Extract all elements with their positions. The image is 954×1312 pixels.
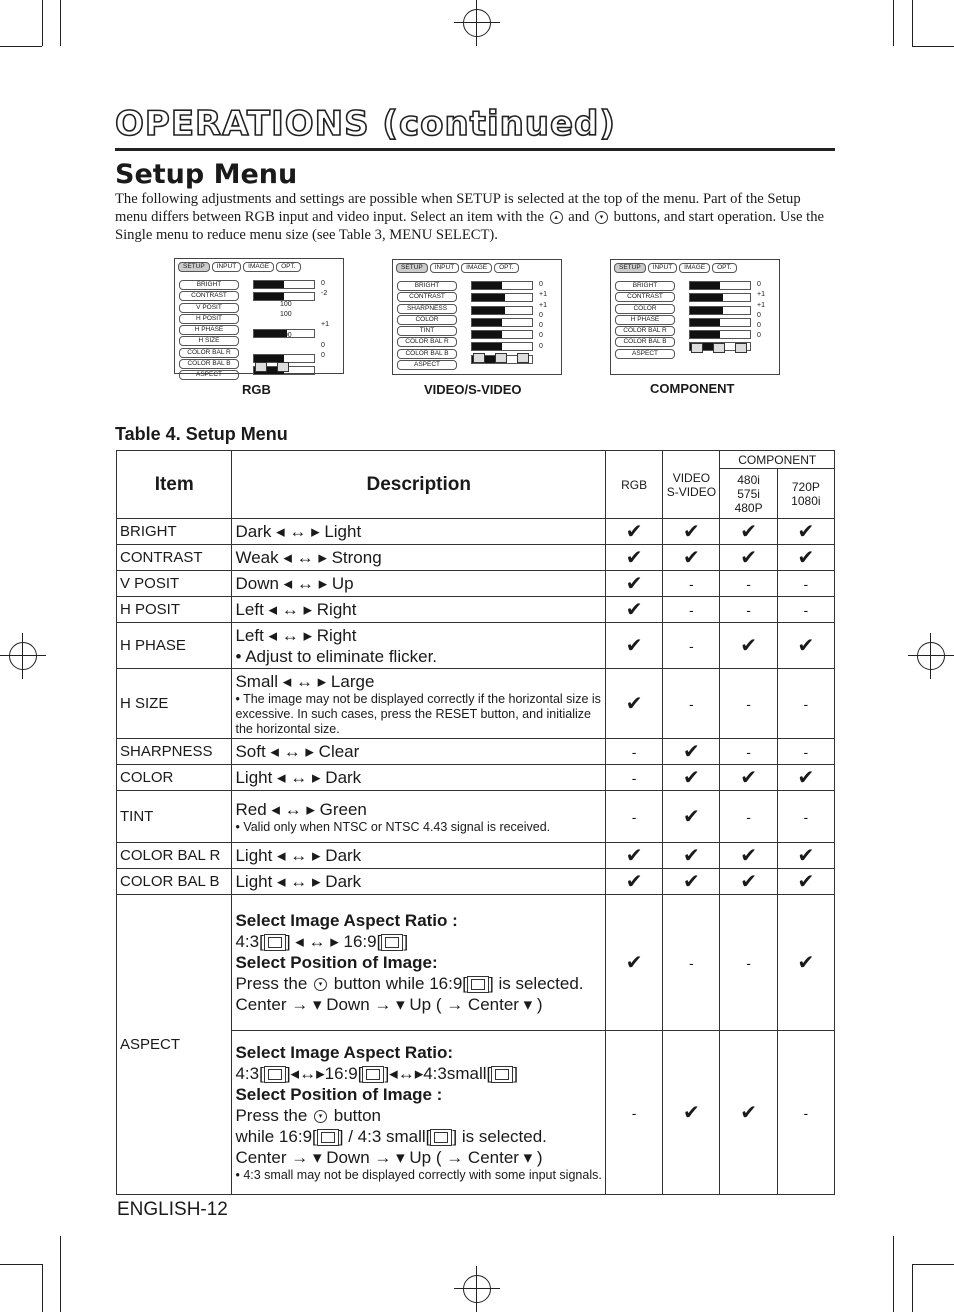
check-mark: ✔ — [720, 545, 777, 571]
osd-menu-item: COLOR — [397, 315, 457, 325]
osd-menu-item: H PHASE — [615, 315, 675, 325]
dash-mark: - — [606, 739, 663, 765]
registration-mark — [454, 0, 500, 46]
check-mark: ✔ — [606, 669, 663, 739]
table-row — [117, 571, 835, 597]
osd-value: +1 — [757, 301, 765, 309]
osd-slider — [253, 280, 315, 289]
down-button-icon: ▾ — [314, 978, 327, 991]
aspect-small-icon — [517, 353, 529, 363]
screen-icon — [381, 934, 403, 951]
osd-tab: INPUT — [212, 262, 242, 272]
check-mark: ✔ — [663, 869, 720, 895]
section-title: Setup Menu — [115, 159, 298, 190]
aspect-16-9-icon — [713, 343, 725, 353]
row-item: V POSIT — [117, 571, 232, 597]
check-mark: ✔ — [720, 869, 777, 895]
dash-mark: - — [720, 739, 777, 765]
osd-slider — [689, 281, 751, 290]
table-row — [117, 765, 835, 791]
row-item: COLOR BAL R — [117, 843, 232, 869]
check-mark: ✔ — [663, 791, 720, 843]
osd-value: 0 — [321, 352, 325, 360]
page-number: ENGLISH-12 — [117, 1199, 228, 1220]
row-item: H PHASE — [117, 623, 232, 669]
osd-menu-item: CONTRAST — [397, 292, 457, 302]
operations-heading: OPERATIONS (continued) — [115, 104, 616, 144]
check-mark: ✔ — [720, 765, 777, 791]
osd-menu-item: V POSIT — [179, 303, 239, 313]
osd-tab: INPUT — [648, 263, 678, 273]
dash-mark: - — [663, 597, 720, 623]
row-description: Small ◂ ↔ ▸ Large • The image may not be displayed correctly if the horizontal size is excessive. In such cases, press the RESET button, and initialize the horizontal size. — [232, 669, 606, 739]
osd-component-screen — [610, 259, 780, 375]
osd-video-screen — [392, 259, 562, 375]
screen-icon — [430, 1129, 452, 1146]
row-item: ASPECT — [117, 895, 232, 1195]
dash-mark: - — [606, 765, 663, 791]
osd-slider — [471, 293, 533, 302]
screen-icon — [491, 1066, 513, 1083]
intro-paragraph — [115, 190, 835, 244]
osd-caption-video: VIDEO/S-VIDEO — [424, 382, 522, 397]
row-description: Light ◂ ↔ ▸ Dark — [232, 869, 606, 895]
table-row — [117, 597, 835, 623]
screen-icon — [264, 1066, 286, 1083]
osd-value: 0 — [757, 332, 761, 340]
dash-mark: - — [720, 669, 777, 739]
check-mark: ✔ — [777, 545, 834, 571]
intro-text: The following adjustments and settings are possible when SETUP is selected at the top of the menu. Part of the Setup menu differs between RGB input and video input. Select an item with the — [115, 191, 801, 225]
osd-menu-item: CONTRAST — [179, 291, 239, 301]
osd-value: 100 — [280, 311, 292, 319]
osd-menu-item: H SIZE — [179, 336, 239, 346]
crop-mark — [0, 1264, 42, 1265]
row-item: H POSIT — [117, 597, 232, 623]
crop-mark — [0, 46, 42, 47]
row-item: SHARPNESS — [117, 739, 232, 765]
osd-slider — [689, 318, 751, 327]
registration-mark — [0, 633, 46, 679]
osd-slider — [689, 293, 751, 302]
osd-caption-rgb: RGB — [242, 382, 271, 397]
dash-mark: - — [663, 895, 720, 1031]
osd-slider — [471, 330, 533, 339]
dash-mark: - — [663, 669, 720, 739]
row-item: TINT — [117, 791, 232, 843]
osd-value: 0 — [539, 281, 543, 288]
row-description: Light ◂ ↔ ▸ Dark — [232, 765, 606, 791]
osd-slider — [471, 342, 533, 351]
osd-menu-item: CONTRAST — [615, 292, 675, 302]
osd-menu-item: SHARPNESS — [397, 304, 457, 314]
check-mark: ✔ — [606, 869, 663, 895]
osd-caption-component: COMPONENT — [650, 381, 735, 396]
table-row — [117, 545, 835, 571]
osd-value: 100 — [280, 301, 292, 308]
row-item: COLOR — [117, 765, 232, 791]
crop-mark — [912, 1264, 954, 1265]
table-row — [117, 895, 835, 1031]
header-item: Item — [117, 451, 232, 519]
osd-tab: IMAGE — [461, 263, 492, 273]
screen-icon — [362, 1066, 384, 1083]
down-button-icon: ▾ — [595, 211, 608, 224]
osd-tab: OPT. — [276, 262, 300, 272]
dash-mark: - — [777, 791, 834, 843]
table-row — [117, 623, 835, 669]
osd-tab: SETUP — [614, 263, 646, 273]
osd-tab: SETUP — [178, 262, 210, 272]
header-video: VIDEO S-VIDEO — [663, 451, 720, 519]
row-item: COLOR BAL B — [117, 869, 232, 895]
row-description: Left ◂ ↔ ▸ Right — [232, 597, 606, 623]
check-mark: ✔ — [777, 843, 834, 869]
osd-value: 0 — [539, 332, 543, 340]
osd-value: 0 — [757, 322, 761, 330]
table-row — [117, 739, 835, 765]
osd-value: +1 — [539, 301, 547, 309]
aspect-4-3-icon — [255, 362, 267, 372]
table-row — [117, 869, 835, 895]
check-mark: ✔ — [663, 843, 720, 869]
check-mark: ✔ — [720, 519, 777, 545]
osd-value — [280, 321, 292, 331]
osd-menu-item: COLOR BAL B — [615, 337, 675, 347]
table-row — [117, 843, 835, 869]
row-description: Select Image Aspect Ratio: 4:3[ ]◂↔▸16:9[ ]◂↔▸4:3small[ ] Select Position of Image : Press the ▾ button while 16:9[ ] / 4:3 small[ ] is selected. Center → ▾ Down → ▾ Up ( → Center ▾ ) • 4:3 small may not be displayed correctly with some input signals. — [232, 1031, 606, 1195]
screen-icon — [264, 934, 286, 951]
check-mark: ✔ — [606, 623, 663, 669]
osd-menu-item: COLOR BAL B — [179, 359, 239, 369]
crop-mark — [912, 46, 954, 47]
osd-slider — [471, 281, 533, 290]
osd-value: 0 — [539, 342, 543, 350]
check-mark: ✔ — [777, 869, 834, 895]
osd-value: 0 — [539, 311, 543, 319]
row-description: Left ◂ ↔ ▸ Right • Adjust to eliminate flicker. — [232, 623, 606, 669]
osd-value: 0 — [321, 280, 325, 287]
row-description: Select Image Aspect Ratio : 4:3[ ] ◂ ↔ ▸ 16:9[ ] Select Position of Image: Press the ▾ button while 16:9[ ] is selected. Center → ▾ Down → ▾ Up ( → Center ▾ ) — [232, 895, 606, 1031]
osd-slider — [689, 330, 751, 339]
crop-mark — [912, 0, 913, 46]
row-description: Dark ◂ ↔ ▸ Light — [232, 519, 606, 545]
row-description: Soft ◂ ↔ ▸ Clear — [232, 739, 606, 765]
aspect-4-3-icon — [473, 353, 485, 363]
dash-mark: - — [777, 571, 834, 597]
header-rgb: RGB — [606, 451, 663, 519]
osd-value: 0 — [321, 341, 325, 349]
osd-slider — [471, 306, 533, 315]
aspect-16-9-icon — [277, 362, 289, 372]
screen-icon — [317, 1129, 339, 1146]
row-description: Weak ◂ ↔ ▸ Strong — [232, 545, 606, 571]
check-mark: ✔ — [663, 1031, 720, 1195]
osd-menu-item: TINT — [397, 326, 457, 336]
screen-icon — [467, 976, 489, 993]
osd-rgb-screen — [174, 258, 344, 379]
dash-mark: - — [720, 571, 777, 597]
osd-value: +1 — [539, 291, 547, 299]
dash-mark: - — [606, 1031, 663, 1195]
row-item: H SIZE — [117, 669, 232, 739]
table-row — [117, 669, 835, 739]
check-mark: ✔ — [777, 765, 834, 791]
dash-mark: - — [663, 571, 720, 597]
crop-mark — [42, 0, 43, 46]
check-mark: ✔ — [663, 545, 720, 571]
check-mark: ✔ — [777, 519, 834, 545]
osd-tab: IMAGE — [243, 262, 274, 272]
osd-tab: OPT. — [712, 263, 736, 273]
crop-mark — [912, 1264, 913, 1312]
osd-menu-item: H PHASE — [179, 325, 239, 335]
osd-menu-item: COLOR BAL R — [397, 337, 457, 347]
osd-slider — [471, 318, 533, 327]
crop-mark — [893, 0, 894, 46]
osd-value: 800 — [280, 331, 292, 339]
dash-mark: - — [663, 623, 720, 669]
check-mark: ✔ — [606, 545, 663, 571]
osd-value: +1 — [757, 291, 765, 299]
osd-tab: SETUP — [396, 263, 428, 273]
heading-rule — [115, 148, 835, 151]
osd-value — [321, 330, 329, 340]
check-mark: ✔ — [720, 623, 777, 669]
registration-mark — [908, 633, 954, 679]
check-mark: ✔ — [720, 843, 777, 869]
intro-text: buttons, and start operation. Use the Single menu to reduce menu size (see Table 3, MENU SELECT). — [115, 209, 825, 243]
check-mark: ✔ — [777, 623, 834, 669]
osd-menu-item: BRIGHT — [615, 281, 675, 291]
dash-mark: - — [777, 597, 834, 623]
osd-tab: IMAGE — [679, 263, 710, 273]
osd-value: -2 — [321, 290, 328, 298]
down-button-icon: ▾ — [314, 1110, 327, 1123]
osd-value — [321, 310, 329, 320]
aspect-4-3-icon — [691, 343, 703, 353]
check-mark: ✔ — [663, 765, 720, 791]
header-component-480: 480i 575i 480P — [720, 469, 777, 519]
osd-menu-item: COLOR BAL B — [397, 349, 457, 359]
crop-mark — [60, 1236, 61, 1312]
header-component: COMPONENT — [720, 451, 835, 469]
check-mark: ✔ — [663, 739, 720, 765]
intro-text: and — [568, 209, 590, 225]
table-caption: Table 4. Setup Menu — [115, 424, 288, 444]
osd-menu-item: COLOR — [615, 304, 675, 314]
table-row — [117, 791, 835, 843]
row-description: Red ◂ ↔ ▸ Green • Valid only when NTSC or NTSC 4.43 signal is received. — [232, 791, 606, 843]
dash-mark: - — [777, 669, 834, 739]
table-row — [117, 519, 835, 545]
check-mark: ✔ — [777, 895, 834, 1031]
check-mark: ✔ — [606, 843, 663, 869]
dash-mark: - — [606, 791, 663, 843]
osd-slider — [689, 306, 751, 315]
check-mark: ✔ — [606, 597, 663, 623]
check-mark: ✔ — [720, 1031, 777, 1195]
row-item: BRIGHT — [117, 519, 232, 545]
up-button-icon: ▴ — [550, 211, 563, 224]
osd-value: 0 — [757, 281, 761, 288]
osd-menu-item: BRIGHT — [179, 280, 239, 290]
crop-mark — [60, 0, 61, 46]
check-mark: ✔ — [606, 895, 663, 1031]
header-description: Description — [232, 451, 606, 519]
dash-mark: - — [777, 739, 834, 765]
osd-value — [321, 300, 329, 310]
osd-menu-item: COLOR BAL R — [615, 326, 675, 336]
dash-mark: - — [720, 895, 777, 1031]
osd-menu-item: ASPECT — [179, 370, 239, 380]
aspect-16-9-icon — [495, 353, 507, 363]
osd-menu-item: ASPECT — [397, 360, 457, 370]
dash-mark: - — [720, 791, 777, 843]
registration-mark — [454, 1266, 500, 1312]
dash-mark: - — [777, 1031, 834, 1195]
row-description: Down ◂ ↔ ▸ Up — [232, 571, 606, 597]
osd-menu-item: BRIGHT — [397, 281, 457, 291]
header-component-720: 720P 1080i — [777, 469, 834, 519]
osd-value: 0 — [539, 322, 543, 330]
row-description: Light ◂ ↔ ▸ Dark — [232, 843, 606, 869]
osd-value: +1 — [321, 321, 329, 329]
osd-menu-item: H POSIT — [179, 314, 239, 324]
osd-tab: OPT. — [494, 263, 518, 273]
aspect-small-icon — [735, 343, 747, 353]
osd-menu-item: COLOR BAL R — [179, 348, 239, 358]
osd-value: 0 — [757, 311, 761, 319]
check-mark: ✔ — [663, 519, 720, 545]
osd-tab: INPUT — [430, 263, 460, 273]
osd-menu-item: ASPECT — [615, 349, 675, 359]
check-mark: ✔ — [606, 571, 663, 597]
check-mark: ✔ — [606, 519, 663, 545]
crop-mark — [42, 1264, 43, 1312]
setup-menu-table — [116, 450, 835, 1195]
row-item: CONTRAST — [117, 545, 232, 571]
dash-mark: - — [720, 597, 777, 623]
crop-mark — [893, 1236, 894, 1312]
